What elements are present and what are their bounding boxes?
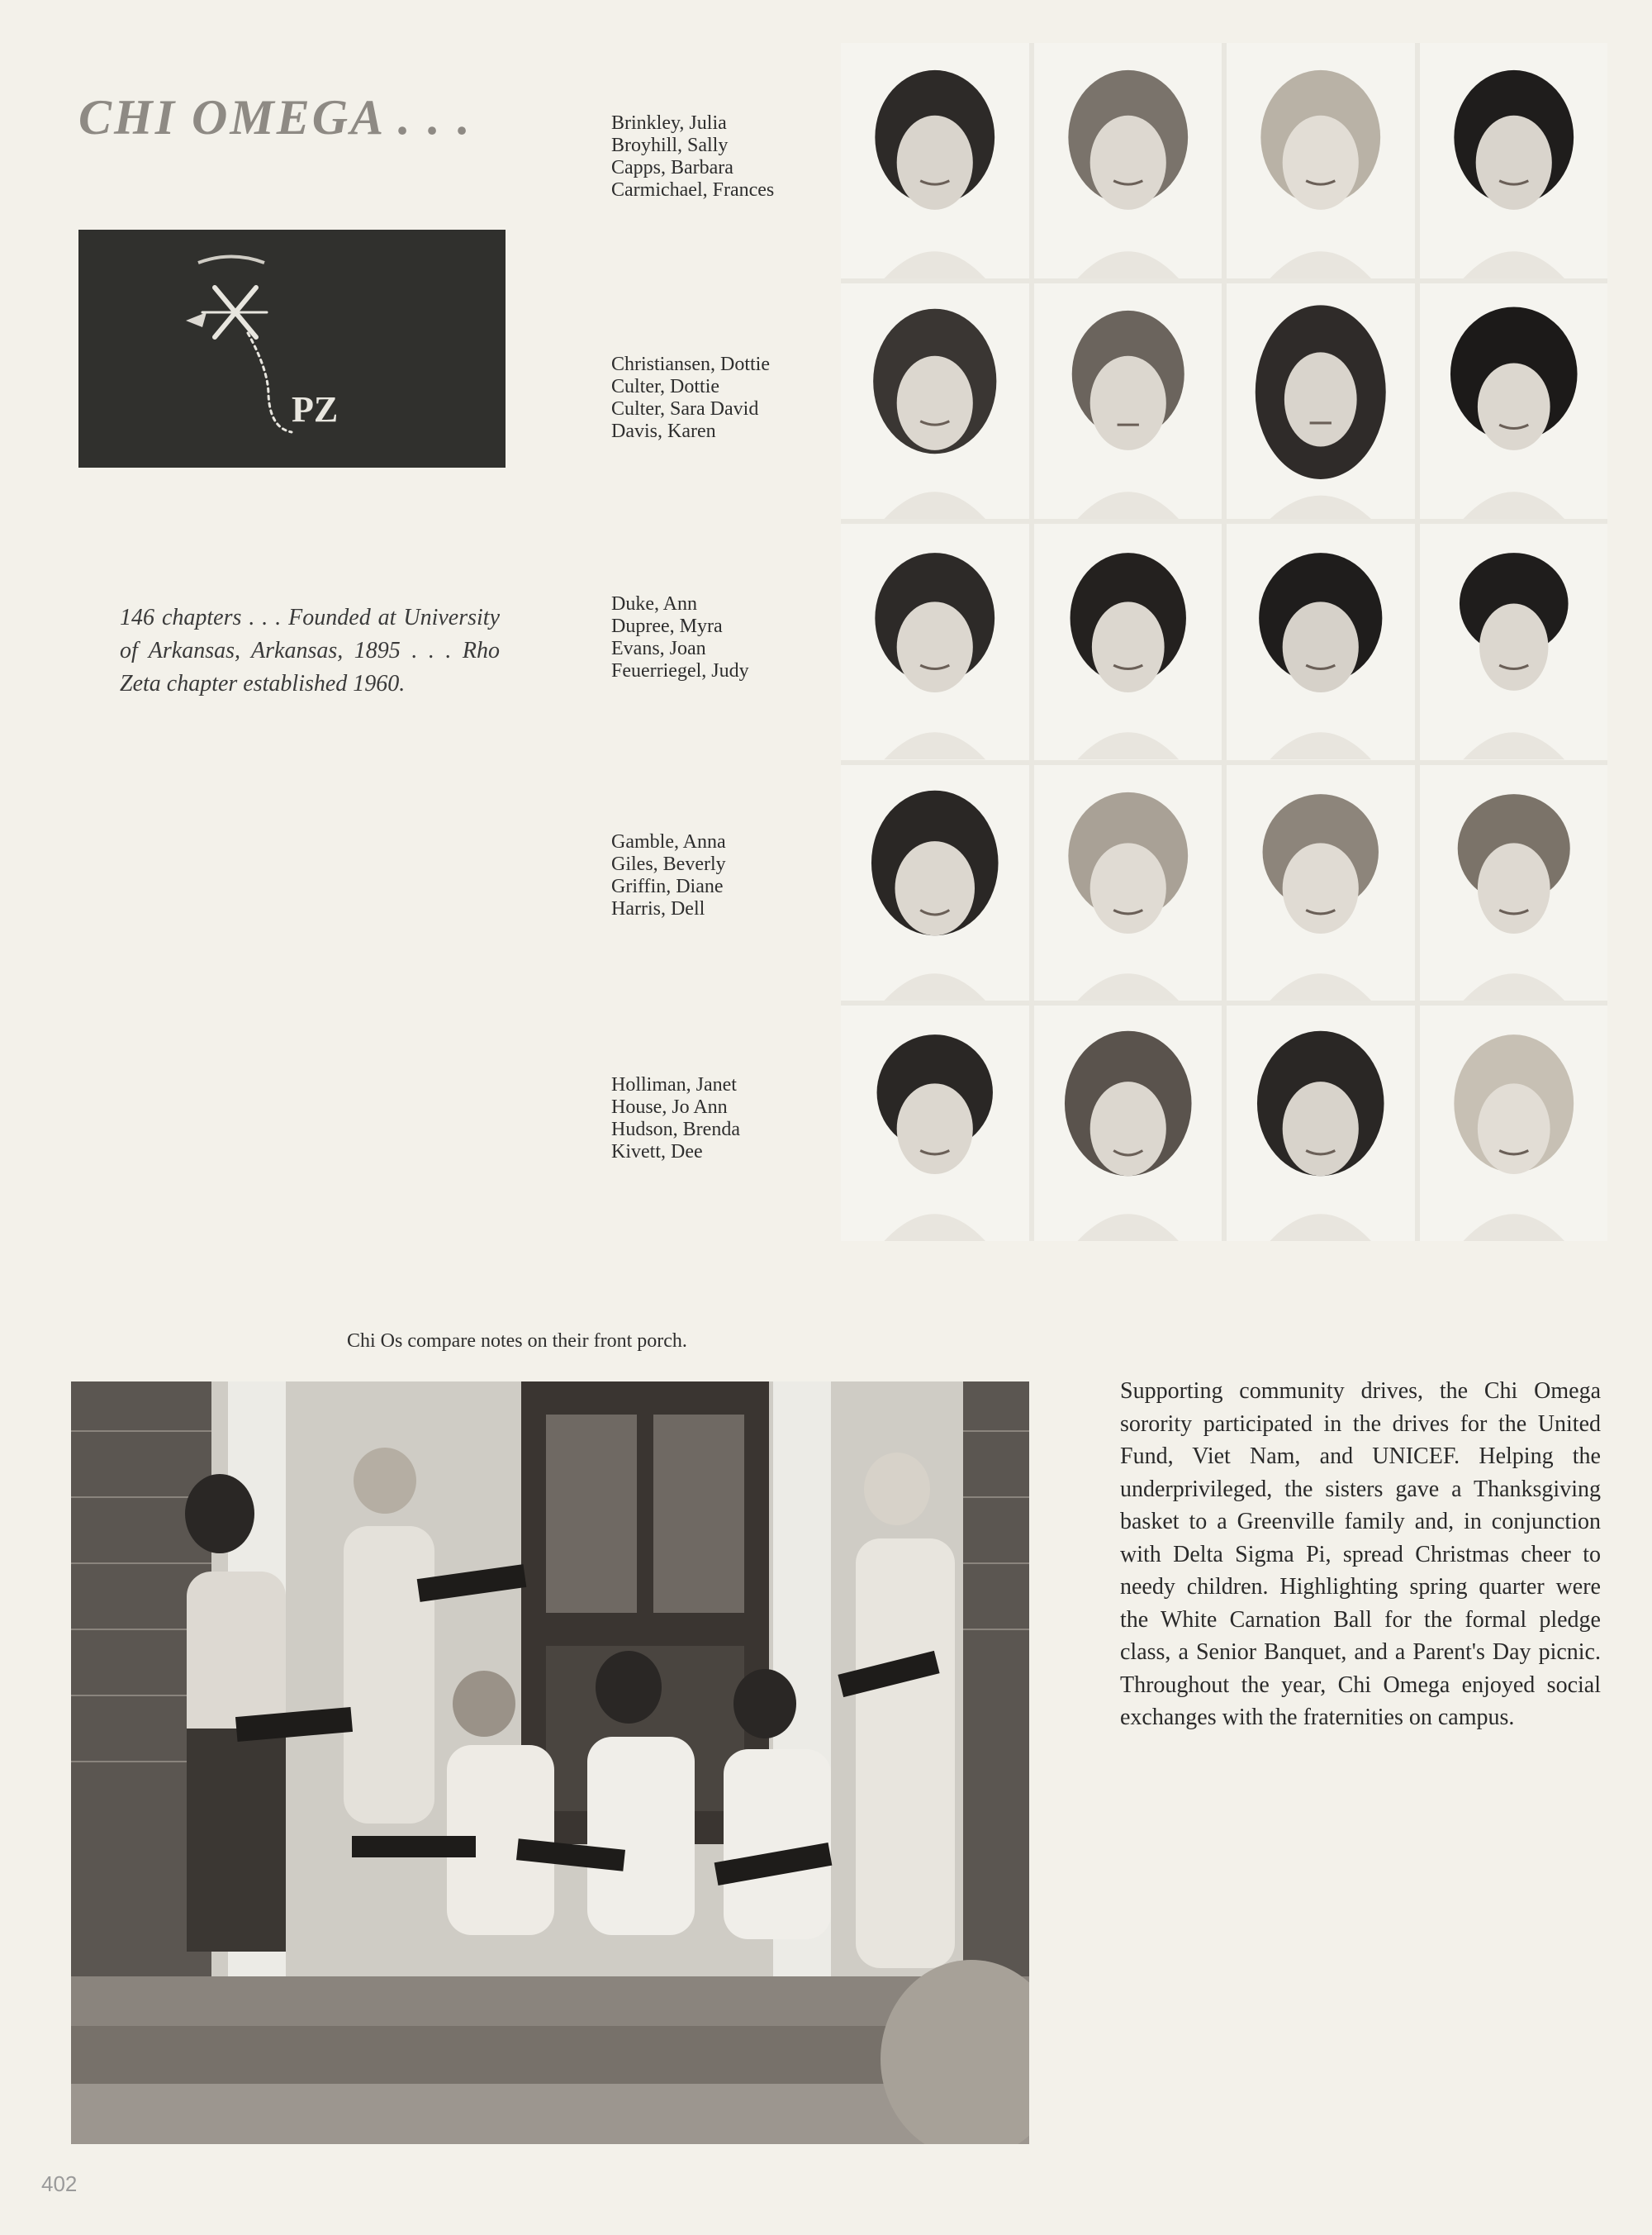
member-name: Kivett, Dee bbox=[611, 1141, 703, 1163]
member-portrait bbox=[841, 765, 1029, 1001]
member-name: House, Jo Ann bbox=[611, 1096, 728, 1118]
member-portrait bbox=[841, 43, 1029, 278]
member-name: Duke, Ann bbox=[611, 593, 697, 615]
member-name: Brinkley, Julia bbox=[611, 112, 727, 134]
member-name: Evans, Joan bbox=[611, 638, 706, 659]
name-group-1 bbox=[611, 112, 818, 202]
member-portrait bbox=[1034, 283, 1222, 519]
name-group-4 bbox=[611, 831, 818, 920]
name-group-5 bbox=[611, 1074, 818, 1163]
member-name: Feuerriegel, Judy bbox=[611, 660, 749, 682]
member-portrait bbox=[1034, 1006, 1222, 1241]
front-porch-group-photo bbox=[71, 1381, 1029, 2144]
member-name: Broyhill, Sally bbox=[611, 135, 729, 156]
member-name: Christiansen, Dottie bbox=[611, 354, 770, 375]
member-name: Carmichael, Frances bbox=[611, 179, 775, 201]
member-portrait bbox=[1420, 524, 1608, 759]
member-portrait bbox=[841, 1006, 1029, 1241]
member-portrait bbox=[1034, 524, 1222, 759]
member-name: Davis, Karen bbox=[611, 421, 716, 442]
member-name: Harris, Dell bbox=[611, 898, 705, 920]
member-portrait bbox=[841, 283, 1029, 519]
sorority-pin-photo bbox=[78, 230, 506, 468]
member-portrait bbox=[1420, 765, 1608, 1001]
member-portrait-grid bbox=[841, 43, 1607, 1241]
member-name: Culter, Sara David bbox=[611, 398, 759, 420]
member-portrait bbox=[1420, 283, 1608, 519]
member-portrait bbox=[1034, 43, 1222, 278]
photo-caption: Chi Os compare notes on their front porch. bbox=[347, 1330, 687, 1352]
member-portrait bbox=[1227, 1006, 1415, 1241]
member-name: Culter, Dottie bbox=[611, 376, 720, 397]
member-portrait bbox=[1034, 765, 1222, 1001]
section-title: CHI OMEGA . . . bbox=[78, 90, 472, 145]
member-portrait bbox=[1227, 283, 1415, 519]
name-group-2 bbox=[611, 354, 818, 443]
member-portrait bbox=[1227, 765, 1415, 1001]
member-name: Gamble, Anna bbox=[611, 831, 726, 853]
body-paragraph: Supporting community drives, the Chi Omega sorority participated in the drives for the United Fund, Viet Nam, and UNICEF. Helping the underprivileged, the sisters gave a Thanksgiving basket to a Greenville family and, in conjunction with Delta Sigma Pi, spread Christmas cheer to needy children. Highlighting spring quarter were the White Carnation Ball for the formal pledge class, a Senior Banquet, and a Parent's Day picnic. Throughout the year, Chi Omega enjoyed social exchanges with the fraternities on campus. bbox=[1120, 1378, 1601, 1730]
member-portrait bbox=[841, 524, 1029, 759]
member-portrait bbox=[1420, 43, 1608, 278]
member-name: Griffin, Diane bbox=[611, 876, 724, 897]
member-name: Holliman, Janet bbox=[611, 1074, 737, 1096]
svg-text:PZ: PZ bbox=[292, 389, 339, 430]
name-group-3 bbox=[611, 593, 818, 682]
member-name: Dupree, Myra bbox=[611, 616, 723, 637]
member-name: Giles, Beverly bbox=[611, 854, 726, 875]
page-number: 402 bbox=[41, 2171, 78, 2196]
member-portrait bbox=[1420, 1006, 1608, 1241]
member-portrait bbox=[1227, 524, 1415, 759]
chapter-info: 146 chapters . . . Founded at University of Arkansas, Arkansas, 1895 . . . Rho Zeta chapter established 1960. bbox=[120, 605, 500, 697]
member-name: Hudson, Brenda bbox=[611, 1119, 740, 1140]
member-name: Capps, Barbara bbox=[611, 157, 733, 178]
member-portrait bbox=[1227, 43, 1415, 278]
